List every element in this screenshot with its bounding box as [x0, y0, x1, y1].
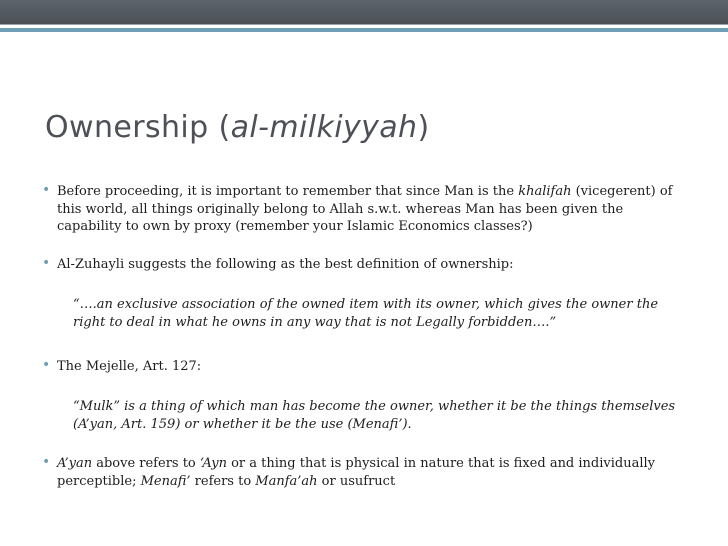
bullet-text: above refers to [92, 456, 200, 471]
bullet-term-ayan: A’yan [57, 456, 93, 471]
bullet-item-khalifah [42, 182, 689, 236]
quote-definition: “….an exclusive association of the owned item with its owner, which gives the owner the right to deal in what he owns in any way that is not Legally forbidden….” [73, 297, 659, 330]
bullet-item-ayan [42, 454, 689, 490]
bullet-term-ayn: ‘Ayn [199, 456, 227, 471]
bullet-marker: • [42, 255, 51, 271]
header-divider [0, 24, 728, 25]
bullet-text: or a thing that is physical in nature that is fixed and individually perceptible; [57, 456, 656, 489]
bullet-term-manfaah: Manfa’ah [255, 473, 318, 489]
bullet-text: refers to [190, 473, 256, 489]
bullet-text: (vicegerent) of this world, all things originally belong to Allah s.w.t. whereas Man has been given the capability to own by proxy (remember your Islamic Economics classes?) [57, 184, 673, 234]
bullet-term-menafi: Menafi’ [140, 473, 191, 489]
quote-mulk: “Mulk” is a thing of which man has become the owner, whether it be the things themselves (A’yan, Art. 159) or whether it be the use (Menafi’). [73, 399, 676, 432]
bullet-term-khalifah: khalifah [518, 184, 572, 199]
bullet-marker: • [42, 357, 51, 373]
bullet-text: The Mejelle, Art. 127: [57, 359, 202, 374]
title-text: Ownership ( [45, 110, 231, 145]
title-close: ) [417, 110, 430, 145]
bullet-item-zuhayli [42, 255, 689, 274]
header-band [0, 0, 728, 24]
bullet-marker: • [42, 454, 51, 470]
bullet-text: or usufruct [317, 473, 396, 489]
bullet-text: Before proceeding, it is important to remember that since Man is the [57, 184, 519, 199]
accent-stripe [0, 28, 728, 32]
title-italic-term: al-milkiyyah [230, 110, 418, 145]
bullet-item-mejelle [42, 357, 689, 376]
slide-title [45, 110, 430, 146]
bullet-text: Al-Zuhayli suggests the following as the best definition of ownership: [57, 257, 514, 272]
bullet-marker: • [42, 182, 51, 198]
